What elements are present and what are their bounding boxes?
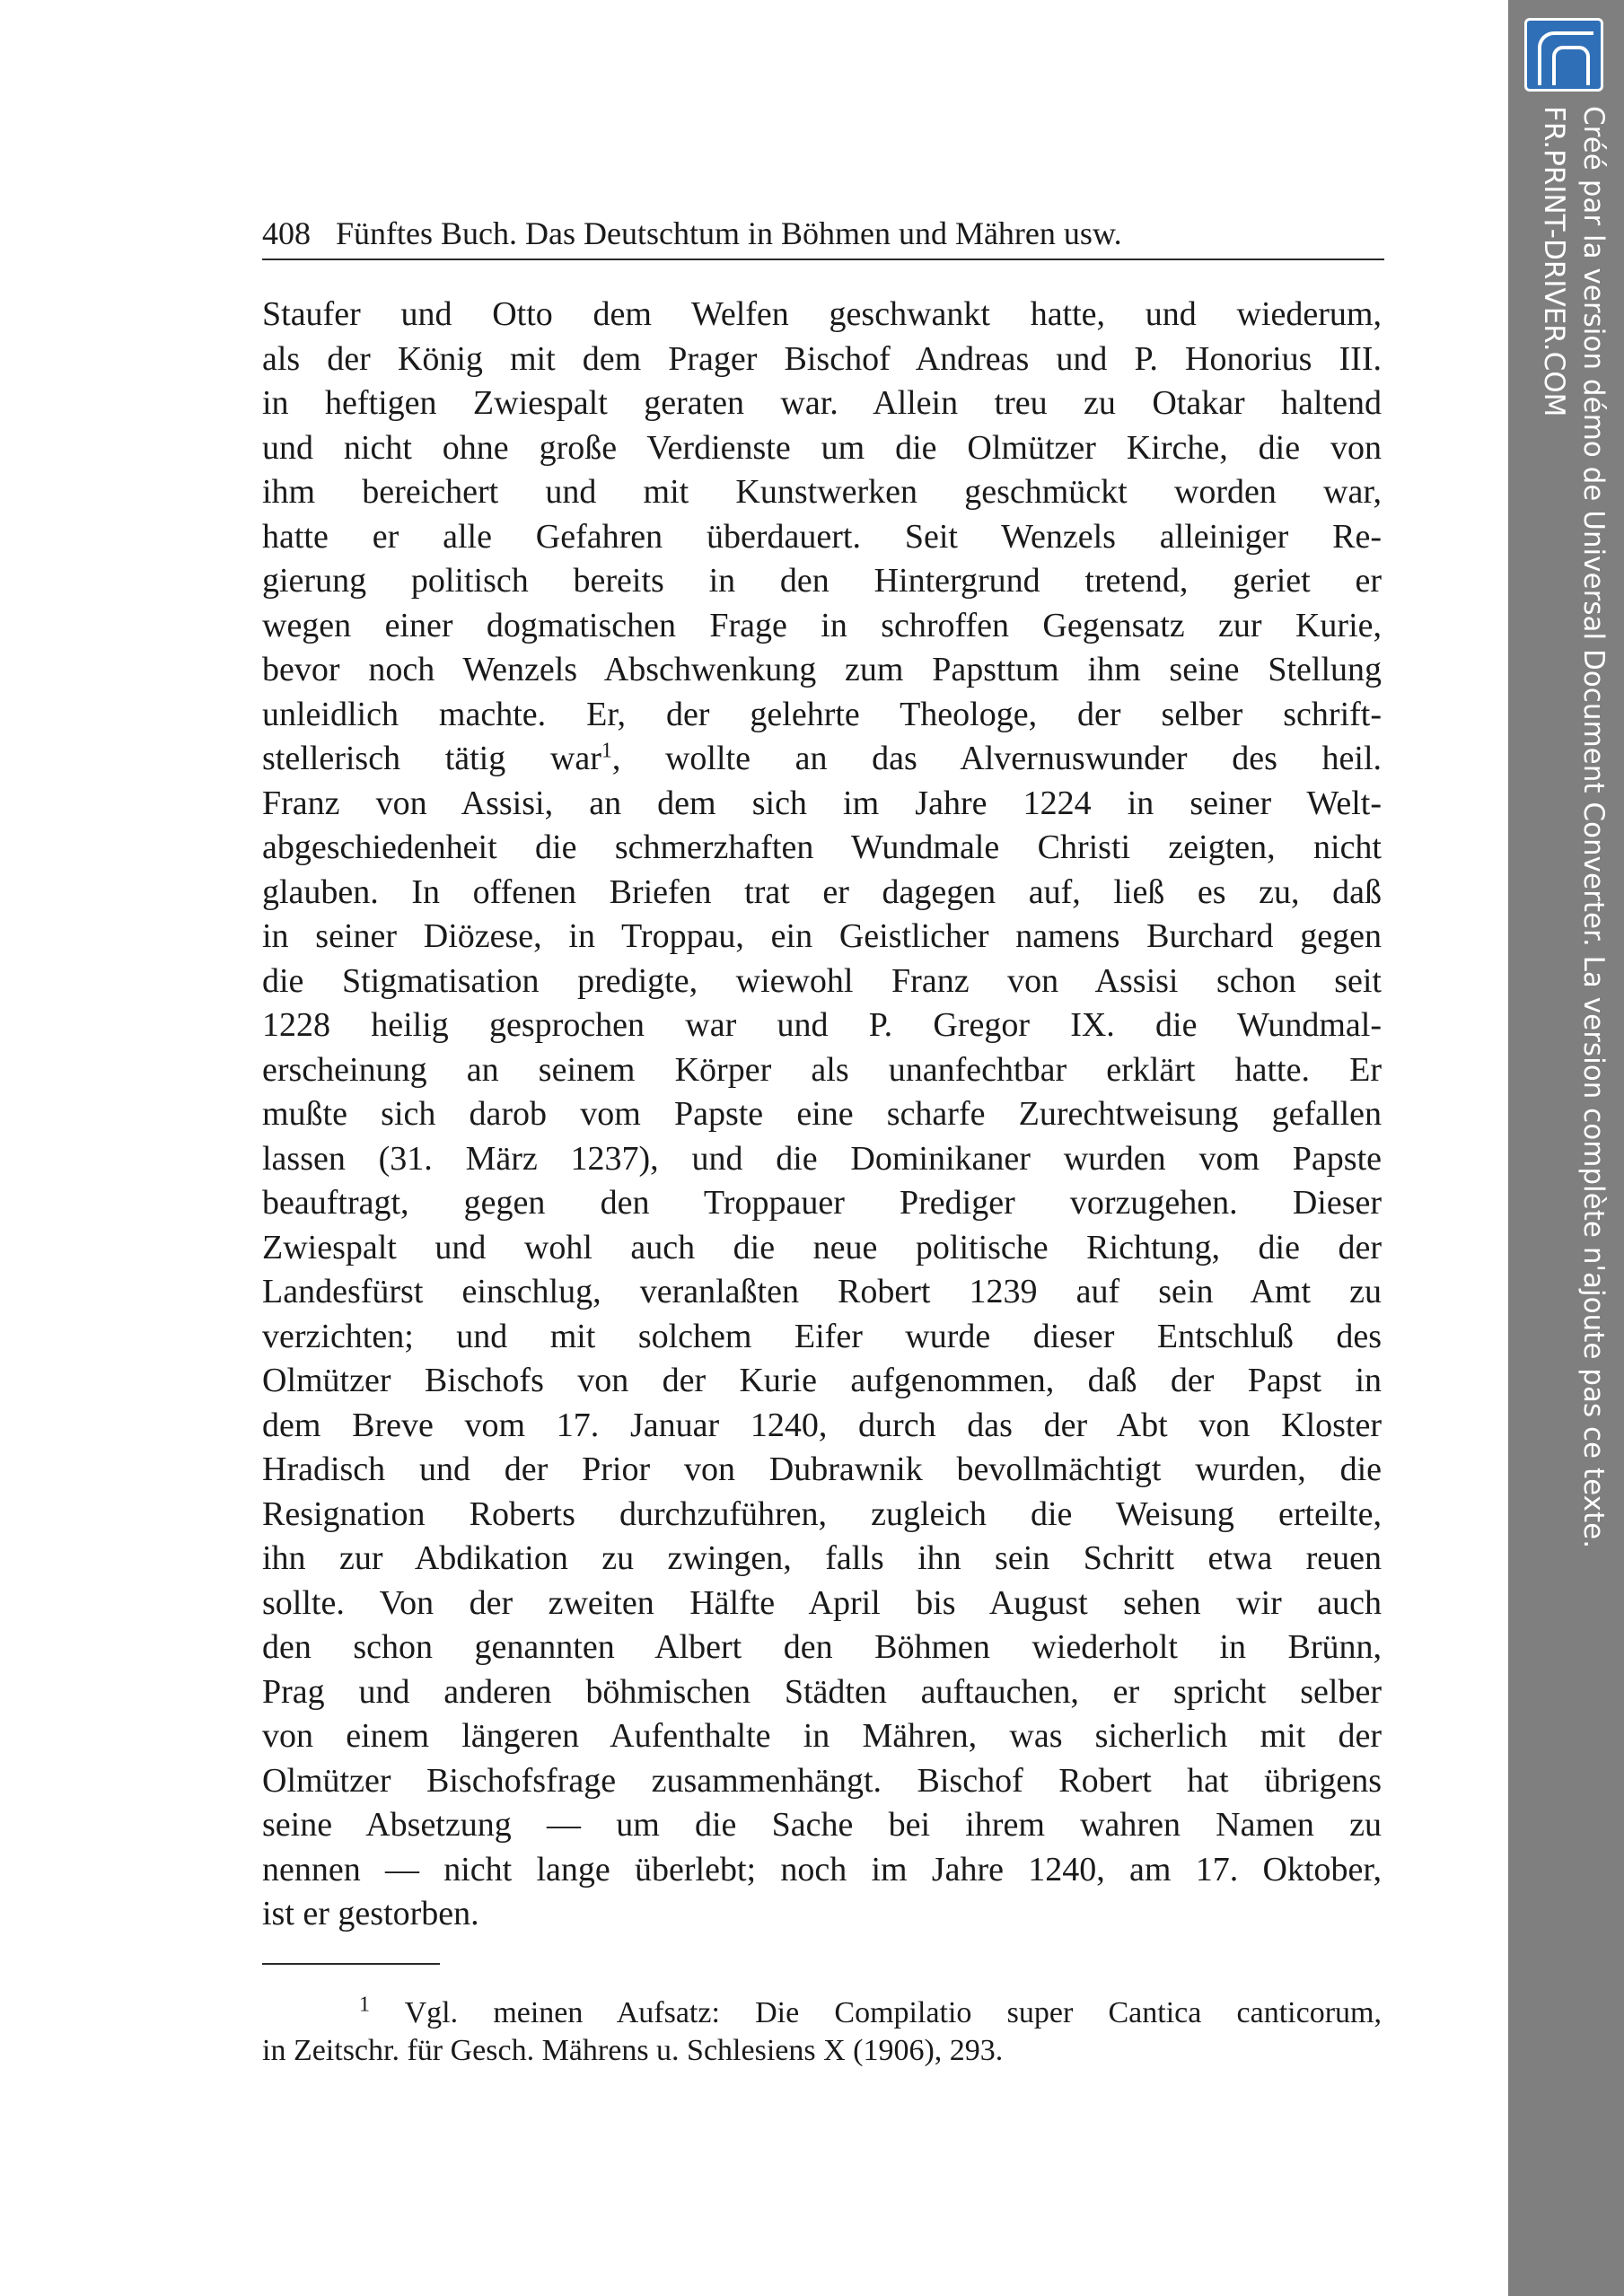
text-line: den schon genannten Albert den Böhmen wiederholt in Brünn, (262, 1628, 1382, 1666)
footnote-line: in Zeitschr. für Gesch. Mährens u. Schlesiens X (1906), 293. (262, 2034, 1004, 2067)
text-line: hatte er alle Gefahren überdauert. Seit Wenzels alleiniger Re- (262, 517, 1382, 556)
text-line: glauben. In offenen Briefen trat er dagegen auf, ließ es zu, daß (262, 872, 1382, 911)
watermark-sidebar (1508, 0, 1624, 2296)
footnote (262, 1994, 1382, 2070)
text-line: erscheinung an seinem Körper als unanfechtbar erklärt hatte. Er (262, 1050, 1382, 1089)
footnote-text: Vgl. meinen Aufsatz: Die Compilatio super Cantica canticorum, (404, 1996, 1382, 2029)
text-line-with-footnote (262, 737, 1382, 782)
text-line: nennen — nicht lange überlebt; noch im Jahre 1240, am 17. Oktober, (262, 1850, 1382, 1889)
text-line: ihn zur Abdikation zu zwingen, falls ihn sein Schritt etwa reuen (262, 1539, 1382, 1577)
text-line: ihm bereichert und mit Kunstwerken geschmückt worden war, (262, 473, 1382, 511)
text-line: in seiner Diözese, in Troppau, ein Geistlicher namens Burchard gegen (262, 917, 1382, 955)
watermark-line-2: FR.PRINT-DRIVER.COM (1538, 106, 1570, 417)
footnote-marker: 1 (359, 1994, 370, 2017)
text-line: 1228 heilig gesprochen war und P. Gregor IX. die Wundmal- (262, 1006, 1382, 1044)
text-line: von einem längeren Aufenthalte in Mähren, was sicherlich mit der (262, 1717, 1382, 1755)
text-line: dem Breve vom 17. Januar 1240, durch das der Abt von Kloster (262, 1406, 1382, 1444)
line-end: , wollte an das Alvernuswunder des heil. (611, 740, 1382, 777)
text-line: lassen (31. März 1237), und die Dominikaner wurden vom Papste (262, 1139, 1382, 1178)
header-rule (262, 259, 1384, 260)
footnote-reference: 1 (601, 739, 612, 763)
text-line: Resignation Roberts durchzuführen, zugleich die Weisung erteilte, (262, 1494, 1382, 1533)
text-line: beauftragt, gegen den Troppauer Prediger vorzugehen. Dieser (262, 1184, 1382, 1222)
text-line: mußte sich darob vom Papste eine scharfe Zurechtweisung gefallen (262, 1095, 1382, 1133)
text-line: sollte. Von der zweiten Hälfte April bis August sehen wir auch (262, 1583, 1382, 1622)
text-line: gierung politisch bereits in den Hintergrund tretend, geriet er (262, 562, 1382, 600)
running-header (262, 214, 1384, 253)
text-line: Hradisch und der Prior von Dubrawnik bevollmächtigt wurden, die (262, 1450, 1382, 1488)
watermark-text (1519, 106, 1613, 1549)
text-line: ist er gestorben. (262, 1895, 479, 1932)
watermark-line-1: Créé par la version démo de Universal Document Converter. La version complète n'ajoute pas ce texte. (1577, 106, 1610, 1549)
text-line: Zwiespalt und wohl auch die neue politische Richtung, die der (262, 1228, 1382, 1266)
text-line: verzichten; und mit solchem Eifer wurde dieser Entschluß des (262, 1317, 1382, 1355)
text-line: in heftigen Zwiespalt geraten war. Allein treu zu Otakar haltend (262, 384, 1382, 422)
text-line: Olmützer Bischofsfrage zusammenhängt. Bischof Robert hat übrigens (262, 1761, 1382, 1800)
footnote-line (262, 1994, 1382, 2032)
text-line: Prag und anderen böhmischen Städten auftauchen, er spricht selber (262, 1672, 1382, 1711)
text-line: Franz von Assisi, an dem sich im Jahre 1224 in seiner Welt- (262, 784, 1382, 822)
footnote-rule (262, 1963, 440, 1965)
text-line: bevor noch Wenzels Abschwenkung zum Papsttum ihm seine Stellung (262, 651, 1382, 688)
text-line: Olmützer Bischofs von der Kurie aufgenommen, daß der Papst in (262, 1362, 1382, 1399)
page-number: 408 (262, 215, 311, 251)
text-line: seine Absetzung — um die Sache bei ihrem wahren Namen zu (262, 1806, 1382, 1844)
text-line: und nicht ohne große Verdienste um die Olmützer Kirche, die von (262, 428, 1382, 467)
text-line: wegen einer dogmatischen Frage in schroffen Gegensatz zur Kurie, (262, 606, 1382, 644)
text-line: die Stigmatisation predigte, wiewohl Franz von Assisi schon seit (262, 961, 1382, 1000)
text-line: Staufer und Otto dem Welfen geschwankt hatte, und wiederum, (262, 295, 1382, 333)
running-title: Fünftes Buch. Das Deutschtum in Böhmen und Mähren usw. (336, 215, 1122, 251)
body-text (262, 293, 1382, 1937)
converter-logo-icon (1524, 18, 1603, 92)
text-line: als der König mit dem Prager Bischof Andreas und P. Honorius III. (262, 339, 1382, 378)
text-line: unleidlich machte. Er, der gelehrte Theologe, der selber schrift- (262, 695, 1382, 733)
line-start: stellerisch tätig war (262, 740, 601, 777)
text-line: abgeschiedenheit die schmerzhaften Wundmale Christi zeigten, nicht (262, 828, 1382, 866)
text-line: Landesfürst einschlug, veranlaßten Robert 1239 auf sein Amt zu (262, 1273, 1382, 1310)
